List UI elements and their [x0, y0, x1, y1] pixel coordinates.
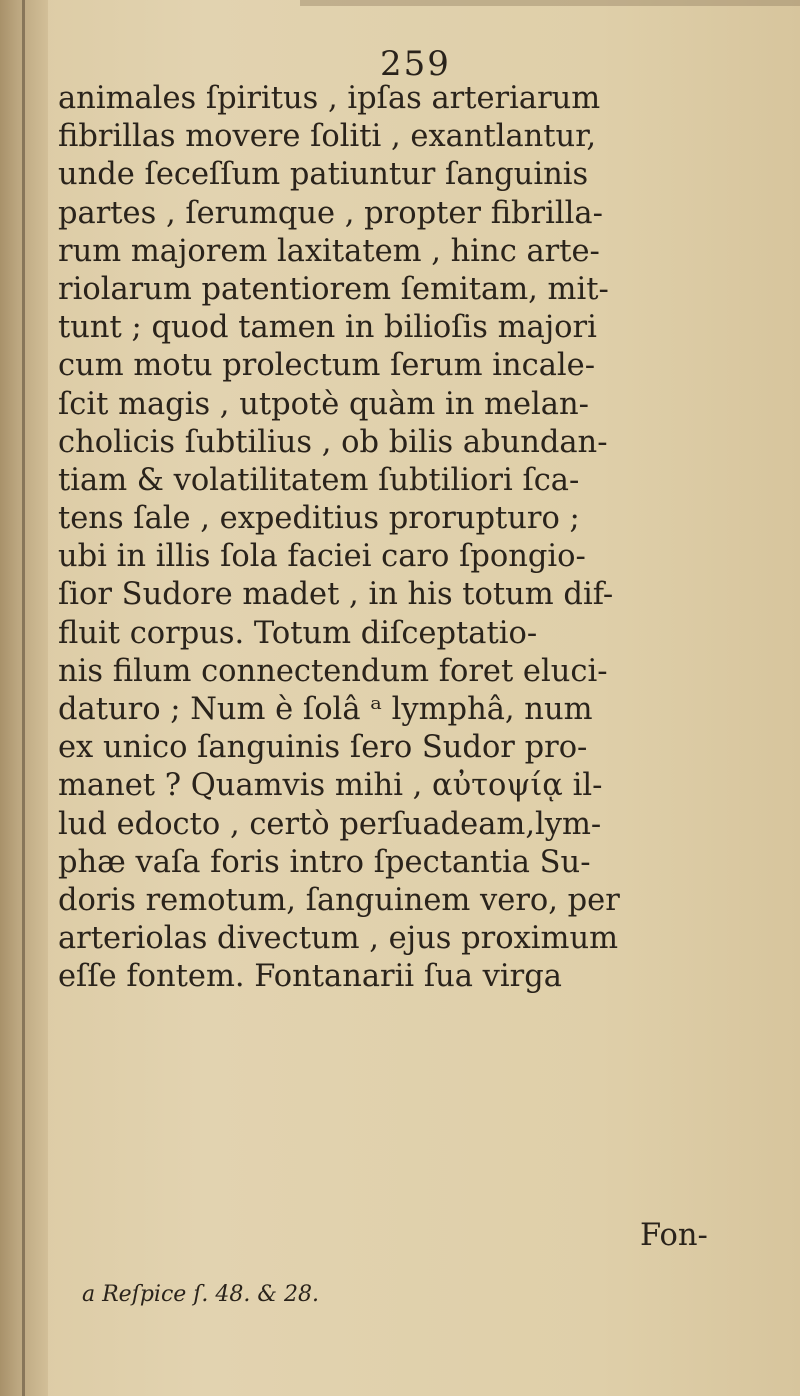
- text-line: nis filum connectendum foret eluci-: [58, 653, 608, 689]
- text-line: arteriolas divectum , ejus proximum: [58, 921, 619, 957]
- text-line: tunt ; quod tamen in bilioſis majori: [58, 310, 597, 346]
- text-line: animales ſpiritus , ipſas arteriarum: [58, 81, 601, 116]
- text-line: eſſe fontem. Fontanarii ſua virga: [58, 959, 562, 995]
- text-line: ſcit magis , utpotè quàm in melan-: [58, 386, 589, 422]
- text-line: tens ſale , expeditius prorupturo ;: [58, 501, 580, 537]
- text-line: partes , ſerumque , propter fibrilla-: [58, 195, 603, 231]
- text-line: ſior Sudore madet , in his totum dif-: [58, 577, 614, 613]
- footnote: a Reſpice ſ. 48. & 28.: [82, 1282, 319, 1307]
- catchword: Fon-: [640, 1218, 708, 1253]
- text-line: lud edocto , certò perſuadeam,lym-: [58, 806, 602, 842]
- gutter-edge-line: [22, 0, 25, 1396]
- page-number: 259: [380, 44, 451, 84]
- text-line: fibrillas movere ſoliti , exantlantur,: [58, 119, 597, 155]
- body-text: [58, 80, 748, 997]
- text-line: ubi in illis ſola faciei caro ſpongio-: [58, 539, 586, 575]
- text-line: ex unico ſanguinis ſero Sudor pro-: [58, 730, 588, 766]
- text-line: riolarum patentiorem ſemitam, mit-: [58, 271, 609, 307]
- text-line: rum majorem laxitatem , hinc arte-: [58, 233, 600, 269]
- text-line: daturo ; Num è ſolâ ᵃ lymphâ, num: [58, 692, 593, 727]
- text-line: cum motu prolectum ſerum incale-: [58, 348, 596, 384]
- text-line: fluit corpus. Totum diſceptatio-: [58, 615, 538, 651]
- text-line: tiam & volatilitatem ſubtiliori ſca-: [58, 462, 580, 498]
- text-line: unde ſeceſſum patiuntur ſanguinis: [58, 157, 589, 193]
- text-line: cholicis ſubtilius , ob bilis abundan-: [58, 424, 608, 460]
- text-line: doris remotum, ſanguinem vero, per: [58, 882, 620, 918]
- text-line: manet ? Quamvis mihi , αὐτοψίᾳ il-: [58, 768, 603, 804]
- text-line: phæ vaſa foris intro ſpectantia Su-: [58, 844, 591, 880]
- page-top-edge: [300, 0, 800, 6]
